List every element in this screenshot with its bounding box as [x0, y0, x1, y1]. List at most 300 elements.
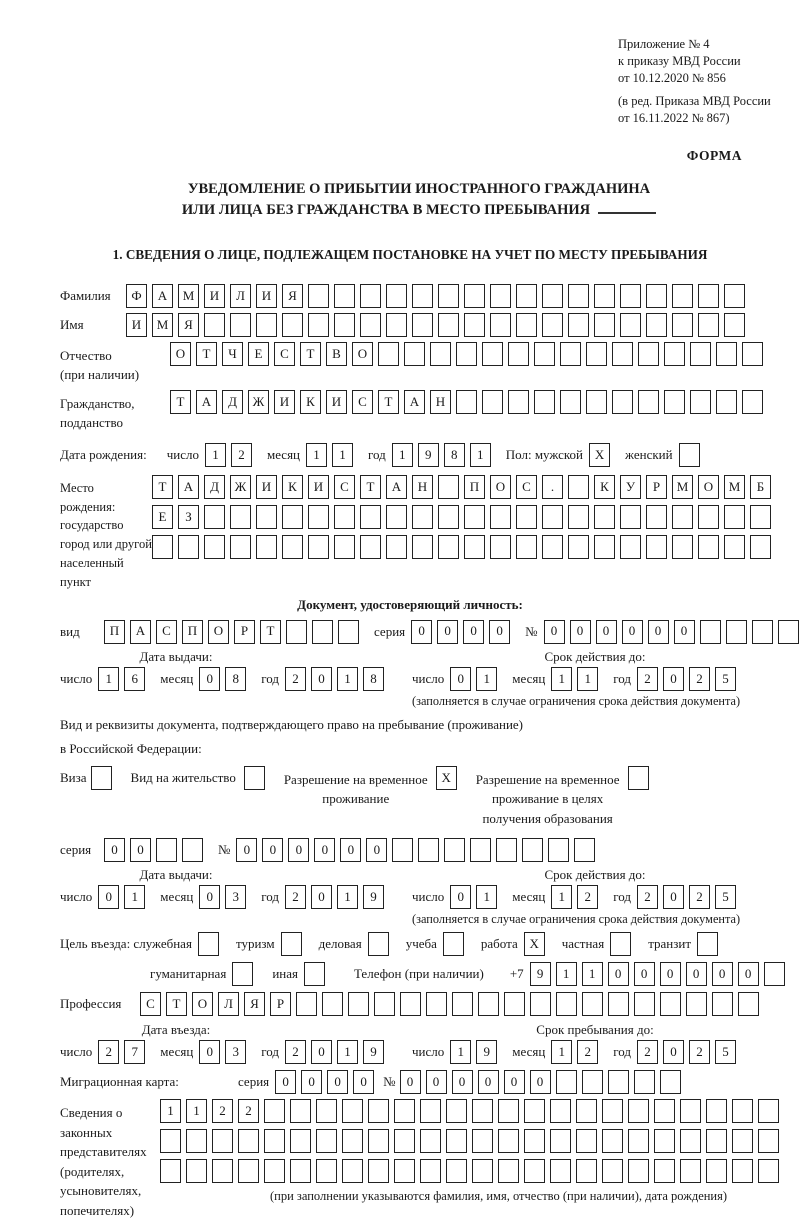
cell[interactable] — [186, 1129, 207, 1153]
cell[interactable]: А — [152, 284, 173, 308]
cell[interactable] — [646, 313, 667, 337]
cell[interactable] — [368, 1129, 389, 1153]
cell[interactable]: 0 — [663, 885, 684, 909]
cell[interactable] — [679, 443, 700, 467]
profession-cells[interactable] — [140, 992, 764, 1016]
cell[interactable] — [724, 313, 745, 337]
cell[interactable]: 0 — [314, 838, 335, 862]
cell[interactable]: З — [178, 505, 199, 529]
cell[interactable] — [378, 342, 399, 366]
cell[interactable] — [672, 313, 693, 337]
cell[interactable]: 0 — [262, 838, 283, 862]
cell[interactable] — [446, 1159, 467, 1183]
cell[interactable]: 0 — [663, 1040, 684, 1064]
cell[interactable] — [778, 620, 799, 644]
cell[interactable] — [308, 505, 329, 529]
cell[interactable] — [628, 1129, 649, 1153]
cell[interactable] — [750, 505, 771, 529]
cell[interactable]: Л — [218, 992, 239, 1016]
cell[interactable]: Н — [430, 390, 451, 414]
cell[interactable]: 0 — [663, 667, 684, 691]
cell[interactable]: 0 — [686, 962, 707, 986]
cell[interactable] — [524, 1159, 545, 1183]
cell[interactable] — [230, 535, 251, 559]
cell[interactable] — [556, 992, 577, 1016]
cell[interactable] — [264, 1159, 285, 1183]
cell[interactable] — [412, 535, 433, 559]
cell[interactable] — [281, 932, 302, 956]
cell[interactable] — [568, 284, 589, 308]
cell[interactable] — [316, 1099, 337, 1123]
cell[interactable] — [602, 1159, 623, 1183]
cell[interactable] — [412, 505, 433, 529]
permit-valid-year-cells[interactable] — [637, 885, 741, 909]
entry-year-cells[interactable] — [285, 1040, 389, 1064]
cell[interactable]: 0 — [275, 1070, 296, 1094]
cell[interactable]: 0 — [366, 838, 387, 862]
cell[interactable] — [628, 1159, 649, 1183]
cell[interactable] — [360, 284, 381, 308]
cell[interactable]: Д — [204, 475, 225, 499]
cell[interactable]: М — [152, 313, 173, 337]
cell[interactable] — [438, 505, 459, 529]
cell[interactable] — [308, 313, 329, 337]
cell[interactable]: 1 — [332, 443, 353, 467]
cell[interactable] — [758, 1099, 779, 1123]
temp-residence-checkbox[interactable] — [436, 766, 462, 790]
cell[interactable]: Я — [244, 992, 265, 1016]
cell[interactable]: 0 — [311, 1040, 332, 1064]
cell[interactable] — [690, 342, 711, 366]
cell[interactable]: 2 — [689, 667, 710, 691]
cell[interactable] — [680, 1099, 701, 1123]
cell[interactable]: 1 — [337, 1040, 358, 1064]
cell[interactable] — [368, 1099, 389, 1123]
mig-number-cells[interactable] — [400, 1070, 686, 1094]
cell[interactable]: Т — [152, 475, 173, 499]
cell[interactable] — [334, 505, 355, 529]
cell[interactable]: А — [178, 475, 199, 499]
cell[interactable] — [374, 992, 395, 1016]
cell[interactable]: К — [282, 475, 303, 499]
cell[interactable] — [304, 962, 325, 986]
cell[interactable]: Б — [750, 475, 771, 499]
entry-day-cells[interactable] — [98, 1040, 150, 1064]
cell[interactable] — [456, 342, 477, 366]
cell[interactable] — [646, 505, 667, 529]
cell[interactable]: А — [404, 390, 425, 414]
cell[interactable]: 1 — [551, 1040, 572, 1064]
cell[interactable]: 0 — [327, 1070, 348, 1094]
cell[interactable] — [412, 284, 433, 308]
cell[interactable] — [348, 992, 369, 1016]
cell[interactable] — [698, 505, 719, 529]
entry-month-cells[interactable] — [199, 1040, 251, 1064]
cell[interactable] — [204, 535, 225, 559]
id-kind-cells[interactable] — [104, 620, 364, 644]
cell[interactable] — [602, 1129, 623, 1153]
permit-issue-month-cells[interactable] — [199, 885, 251, 909]
surname-cells[interactable] — [126, 284, 750, 308]
patronymic-cells[interactable] — [170, 342, 768, 366]
cell[interactable]: 0 — [340, 838, 361, 862]
cell[interactable] — [608, 1070, 629, 1094]
cell[interactable]: 0 — [608, 962, 629, 986]
cell[interactable] — [732, 1129, 753, 1153]
cell[interactable] — [516, 313, 537, 337]
cell[interactable] — [256, 535, 277, 559]
cell[interactable] — [264, 1129, 285, 1153]
cell[interactable] — [156, 838, 177, 862]
name-cells[interactable] — [126, 313, 750, 337]
cell[interactable]: М — [724, 475, 745, 499]
cell[interactable]: 3 — [225, 1040, 246, 1064]
cell[interactable] — [178, 535, 199, 559]
cell[interactable] — [620, 313, 641, 337]
citizenship-cells[interactable] — [170, 390, 768, 414]
cell[interactable] — [472, 1129, 493, 1153]
cell[interactable]: О — [352, 342, 373, 366]
cell[interactable] — [290, 1099, 311, 1123]
cell[interactable]: 2 — [577, 885, 598, 909]
cell[interactable] — [238, 1159, 259, 1183]
cell[interactable] — [360, 535, 381, 559]
cell[interactable] — [470, 838, 491, 862]
cell[interactable] — [498, 1159, 519, 1183]
cell[interactable] — [697, 932, 718, 956]
cell[interactable]: Т — [196, 342, 217, 366]
cell[interactable]: С — [352, 390, 373, 414]
cell[interactable]: А — [130, 620, 151, 644]
cell[interactable] — [568, 505, 589, 529]
cell[interactable]: 2 — [637, 885, 658, 909]
cell[interactable]: 2 — [637, 1040, 658, 1064]
cell[interactable]: Е — [152, 505, 173, 529]
cell[interactable] — [646, 284, 667, 308]
cell[interactable] — [490, 313, 511, 337]
birth-day-cells[interactable] — [205, 443, 257, 467]
cell[interactable] — [522, 838, 543, 862]
cell[interactable] — [574, 838, 595, 862]
cell[interactable] — [392, 838, 413, 862]
cell[interactable] — [464, 535, 485, 559]
cell[interactable] — [400, 992, 421, 1016]
cell[interactable] — [490, 284, 511, 308]
cell[interactable] — [516, 535, 537, 559]
cell[interactable] — [742, 342, 763, 366]
cell[interactable] — [582, 1070, 603, 1094]
cell[interactable] — [312, 620, 333, 644]
stay-day-cells[interactable] — [450, 1040, 502, 1064]
id-issue-year-cells[interactable] — [285, 667, 389, 691]
cell[interactable] — [286, 620, 307, 644]
cell[interactable]: Я — [178, 313, 199, 337]
cell[interactable] — [700, 620, 721, 644]
cell[interactable] — [334, 313, 355, 337]
cell[interactable] — [672, 505, 693, 529]
mig-series-cells[interactable] — [275, 1070, 379, 1094]
cell[interactable] — [282, 313, 303, 337]
cell[interactable] — [712, 992, 733, 1016]
cell[interactable]: 5 — [715, 885, 736, 909]
cell[interactable]: Л — [230, 284, 251, 308]
cell[interactable]: Ж — [248, 390, 269, 414]
cell[interactable]: 1 — [337, 885, 358, 909]
cell[interactable] — [576, 1099, 597, 1123]
cell[interactable] — [490, 535, 511, 559]
cell[interactable] — [534, 342, 555, 366]
cell[interactable] — [160, 1159, 181, 1183]
cell[interactable]: 0 — [452, 1070, 473, 1094]
cell[interactable] — [524, 1129, 545, 1153]
cell[interactable] — [548, 838, 569, 862]
cell[interactable]: 2 — [231, 443, 252, 467]
cell[interactable]: И — [326, 390, 347, 414]
representatives-cells-3[interactable] — [160, 1159, 784, 1183]
cell[interactable]: С — [140, 992, 161, 1016]
cell[interactable] — [490, 505, 511, 529]
cell[interactable] — [634, 1070, 655, 1094]
cell[interactable] — [608, 992, 629, 1016]
cell[interactable]: М — [178, 284, 199, 308]
cell[interactable]: 0 — [489, 620, 510, 644]
cell[interactable]: П — [104, 620, 125, 644]
cell[interactable]: 1 — [160, 1099, 181, 1123]
cell[interactable] — [360, 505, 381, 529]
cell[interactable]: 9 — [530, 962, 551, 986]
cell[interactable] — [660, 1070, 681, 1094]
cell[interactable] — [654, 1099, 675, 1123]
permit-issue-day-cells[interactable] — [98, 885, 150, 909]
cell[interactable] — [568, 313, 589, 337]
id-valid-year-cells[interactable] — [637, 667, 741, 691]
cell[interactable] — [498, 1099, 519, 1123]
cell[interactable] — [496, 838, 517, 862]
purpose-other-checkbox[interactable] — [304, 962, 330, 986]
cell[interactable]: 0 — [530, 1070, 551, 1094]
representatives-cells-2[interactable] — [160, 1129, 784, 1153]
cell[interactable] — [654, 1159, 675, 1183]
cell[interactable]: 0 — [288, 838, 309, 862]
cell[interactable] — [716, 342, 737, 366]
cell[interactable] — [244, 766, 265, 790]
cell[interactable]: 0 — [426, 1070, 447, 1094]
purpose-humanitarian-checkbox[interactable] — [232, 962, 258, 986]
cell[interactable] — [368, 932, 389, 956]
cell[interactable] — [418, 838, 439, 862]
cell[interactable]: 2 — [285, 667, 306, 691]
cell[interactable] — [628, 766, 649, 790]
cell[interactable]: 1 — [551, 667, 572, 691]
cell[interactable] — [464, 313, 485, 337]
cell[interactable]: 1 — [476, 885, 497, 909]
cell[interactable]: 1 — [186, 1099, 207, 1123]
cell[interactable]: О — [170, 342, 191, 366]
cell[interactable]: 0 — [311, 885, 332, 909]
cell[interactable] — [334, 535, 355, 559]
cell[interactable] — [550, 1159, 571, 1183]
cell[interactable] — [464, 284, 485, 308]
cell[interactable] — [672, 535, 693, 559]
cell[interactable]: 0 — [311, 667, 332, 691]
cell[interactable]: 6 — [124, 667, 145, 691]
cell[interactable] — [602, 1099, 623, 1123]
cell[interactable] — [620, 505, 641, 529]
cell[interactable] — [456, 390, 477, 414]
cell[interactable] — [556, 1070, 577, 1094]
cell[interactable]: Т — [260, 620, 281, 644]
cell[interactable] — [750, 535, 771, 559]
cell[interactable]: О — [192, 992, 213, 1016]
id-series-cells[interactable] — [411, 620, 515, 644]
purpose-business-checkbox[interactable] — [368, 932, 394, 956]
cell[interactable]: 9 — [418, 443, 439, 467]
cell[interactable] — [342, 1129, 363, 1153]
id-valid-day-cells[interactable] — [450, 667, 502, 691]
cell[interactable] — [342, 1099, 363, 1123]
cell[interactable] — [420, 1159, 441, 1183]
cell[interactable] — [444, 838, 465, 862]
cell[interactable]: 1 — [98, 667, 119, 691]
cell[interactable]: 2 — [238, 1099, 259, 1123]
cell[interactable]: 2 — [285, 1040, 306, 1064]
cell[interactable]: М — [672, 475, 693, 499]
cell[interactable] — [152, 535, 173, 559]
cell[interactable]: У — [620, 475, 641, 499]
cell[interactable]: 0 — [570, 620, 591, 644]
cell[interactable] — [342, 1159, 363, 1183]
cell[interactable] — [404, 342, 425, 366]
cell[interactable] — [690, 390, 711, 414]
cell[interactable]: А — [386, 475, 407, 499]
cell[interactable]: О — [208, 620, 229, 644]
cell[interactable] — [420, 1099, 441, 1123]
cell[interactable] — [446, 1099, 467, 1123]
cell[interactable]: 8 — [444, 443, 465, 467]
cell[interactable] — [560, 390, 581, 414]
cell[interactable]: С — [156, 620, 177, 644]
cell[interactable] — [264, 1099, 285, 1123]
birth-year-cells[interactable] — [392, 443, 496, 467]
cell[interactable]: 9 — [363, 885, 384, 909]
cell[interactable]: 0 — [634, 962, 655, 986]
cell[interactable] — [542, 535, 563, 559]
id-issue-day-cells[interactable] — [98, 667, 150, 691]
cell[interactable] — [230, 505, 251, 529]
stay-year-cells[interactable] — [637, 1040, 741, 1064]
cell[interactable]: 5 — [715, 667, 736, 691]
cell[interactable]: Т — [170, 390, 191, 414]
cell[interactable]: 2 — [689, 885, 710, 909]
cell[interactable] — [724, 284, 745, 308]
cell[interactable]: П — [182, 620, 203, 644]
cell[interactable] — [586, 390, 607, 414]
cell[interactable] — [160, 1129, 181, 1153]
cell[interactable]: 0 — [622, 620, 643, 644]
cell[interactable] — [560, 342, 581, 366]
cell[interactable]: О — [490, 475, 511, 499]
cell[interactable] — [322, 992, 343, 1016]
id-number-cells[interactable] — [544, 620, 804, 644]
cell[interactable]: С — [516, 475, 537, 499]
cell[interactable] — [508, 342, 529, 366]
cell[interactable]: О — [698, 475, 719, 499]
cell[interactable] — [452, 992, 473, 1016]
cell[interactable]: X — [436, 766, 457, 790]
cell[interactable] — [482, 342, 503, 366]
cell[interactable]: 0 — [199, 1040, 220, 1064]
cell[interactable] — [550, 1099, 571, 1123]
cell[interactable] — [290, 1129, 311, 1153]
cell[interactable]: Н — [412, 475, 433, 499]
phone-cells[interactable] — [530, 962, 790, 986]
cell[interactable] — [698, 284, 719, 308]
cell[interactable]: 7 — [124, 1040, 145, 1064]
cell[interactable] — [386, 313, 407, 337]
cell[interactable]: 0 — [98, 885, 119, 909]
cell[interactable]: 5 — [715, 1040, 736, 1064]
cell[interactable] — [542, 284, 563, 308]
cell[interactable] — [334, 284, 355, 308]
cell[interactable] — [732, 1159, 753, 1183]
cell[interactable] — [612, 390, 633, 414]
cell[interactable]: 1 — [124, 885, 145, 909]
cell[interactable]: 8 — [363, 667, 384, 691]
cell[interactable] — [680, 1129, 701, 1153]
cell[interactable] — [742, 390, 763, 414]
cell[interactable] — [464, 505, 485, 529]
purpose-tourism-checkbox[interactable] — [281, 932, 307, 956]
stay-month-cells[interactable] — [551, 1040, 603, 1064]
cell[interactable] — [394, 1159, 415, 1183]
birth-place-cells-1[interactable] — [152, 475, 776, 499]
cell[interactable]: 8 — [225, 667, 246, 691]
residence-permit-checkbox[interactable] — [244, 766, 270, 790]
cell[interactable] — [204, 313, 225, 337]
cell[interactable]: 1 — [306, 443, 327, 467]
purpose-study-checkbox[interactable] — [443, 932, 469, 956]
cell[interactable] — [282, 535, 303, 559]
cell[interactable] — [230, 313, 251, 337]
cell[interactable] — [386, 535, 407, 559]
cell[interactable] — [508, 390, 529, 414]
birth-place-cells-2[interactable] — [152, 505, 776, 529]
cell[interactable]: П — [464, 475, 485, 499]
cell[interactable] — [716, 390, 737, 414]
cell[interactable] — [576, 1159, 597, 1183]
cell[interactable] — [290, 1159, 311, 1183]
birth-place-cells-3[interactable] — [152, 535, 776, 559]
representatives-cells-1[interactable] — [160, 1099, 784, 1123]
cell[interactable]: 0 — [301, 1070, 322, 1094]
birth-month-cells[interactable] — [306, 443, 358, 467]
cell[interactable] — [594, 535, 615, 559]
cell[interactable]: С — [274, 342, 295, 366]
cell[interactable] — [368, 1159, 389, 1183]
cell[interactable]: 0 — [199, 667, 220, 691]
cell[interactable]: Т — [378, 390, 399, 414]
sex-male-checkbox[interactable] — [589, 443, 615, 467]
cell[interactable]: Р — [234, 620, 255, 644]
cell[interactable] — [430, 342, 451, 366]
cell[interactable] — [620, 284, 641, 308]
permit-number-cells[interactable] — [236, 838, 600, 862]
cell[interactable]: 9 — [476, 1040, 497, 1064]
cell[interactable]: И — [256, 475, 277, 499]
cell[interactable] — [706, 1129, 727, 1153]
cell[interactable] — [594, 505, 615, 529]
cell[interactable]: 0 — [463, 620, 484, 644]
